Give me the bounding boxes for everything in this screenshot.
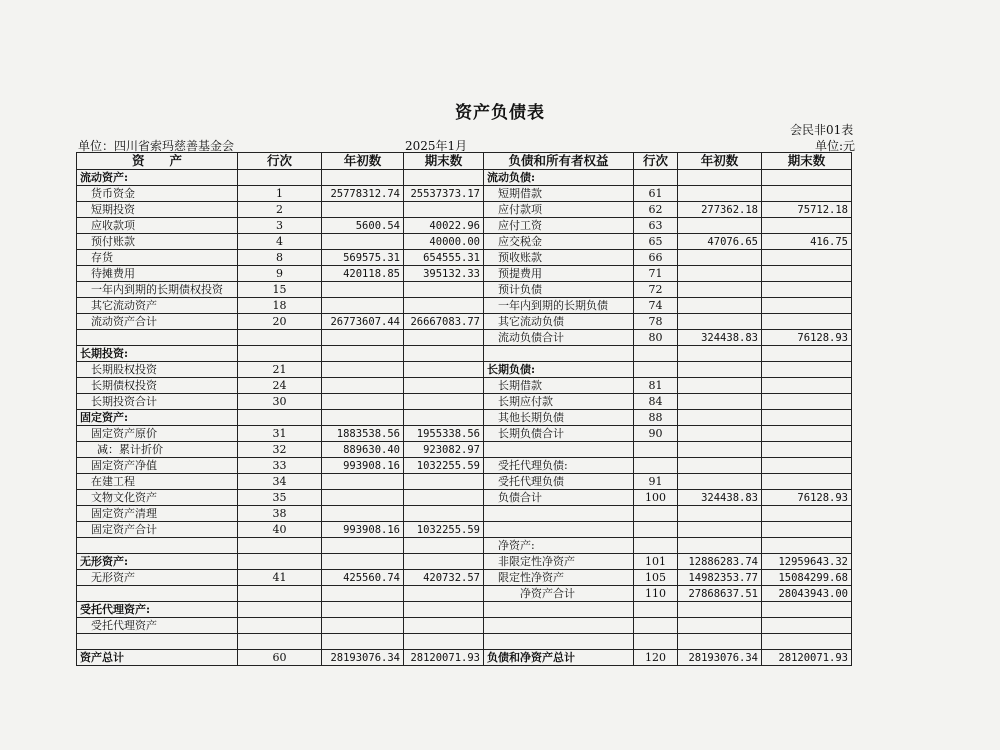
opening-balance: [678, 618, 762, 634]
line-number: [634, 522, 678, 538]
closing-balance: [762, 410, 852, 426]
closing-balance: [762, 250, 852, 266]
opening-balance: 324438.83: [678, 330, 762, 346]
closing-balance: 40022.96: [404, 218, 484, 234]
table-row: [77, 618, 852, 634]
opening-balance: 25778312.74: [322, 186, 404, 202]
line-number: [238, 554, 322, 570]
liability-item-label: [484, 602, 634, 618]
closing-balance: [404, 298, 484, 314]
closing-balance: 76128.93: [762, 490, 852, 506]
opening-balance: [678, 410, 762, 426]
closing-balance: 28120071.93: [404, 650, 484, 666]
opening-balance: 5600.54: [322, 218, 404, 234]
liability-item-label: 应付工资: [484, 218, 634, 234]
closing-balance: [762, 522, 852, 538]
closing-balance: [404, 586, 484, 602]
opening-balance: [322, 234, 404, 250]
report-title: 资产负债表: [455, 103, 545, 123]
opening-balance: [322, 330, 404, 346]
line-number: 74: [634, 298, 678, 314]
table-row: [77, 266, 852, 282]
line-number: 1: [238, 186, 322, 202]
table-row: [77, 490, 852, 506]
table-row: [77, 586, 852, 602]
opening-balance: [678, 634, 762, 650]
table-row: [77, 602, 852, 618]
liability-item-label: 净资产:: [484, 538, 634, 554]
closing-balance: 923082.97: [404, 442, 484, 458]
liability-item-label: [484, 634, 634, 650]
closing-balance: [762, 378, 852, 394]
closing-balance: 395132.33: [404, 266, 484, 282]
line-number: 60: [238, 650, 322, 666]
asset-item-label: [77, 330, 238, 346]
line-number: 80: [634, 330, 678, 346]
line-number: 72: [634, 282, 678, 298]
asset-item-label: 固定资产合计: [77, 522, 238, 538]
table-row: [77, 170, 852, 186]
closing-balance: [762, 394, 852, 410]
closing-balance: [762, 426, 852, 442]
asset-item-label: 固定资产净值: [77, 458, 238, 474]
line-number: 110: [634, 586, 678, 602]
liability-item-label: 应付款项: [484, 202, 634, 218]
asset-item-label: 其它流动资产: [77, 298, 238, 314]
line-number: 15: [238, 282, 322, 298]
opening-balance: [322, 538, 404, 554]
asset-item-label: 资产总计: [77, 650, 238, 666]
line-number: 91: [634, 474, 678, 490]
opening-balance: 420118.85: [322, 266, 404, 282]
liability-item-label: 受托代理负债: [484, 474, 634, 490]
line-number: 33: [238, 458, 322, 474]
opening-balance: 28193076.34: [322, 650, 404, 666]
liability-item-label: [484, 346, 634, 362]
line-number: 8: [238, 250, 322, 266]
line-number: 4: [238, 234, 322, 250]
table-row: [77, 522, 852, 538]
asset-item-label: 长期投资合计: [77, 394, 238, 410]
opening-balance: 1883538.56: [322, 426, 404, 442]
liability-item-label: 一年内到期的长期负债: [484, 298, 634, 314]
opening-balance: [678, 378, 762, 394]
asset-item-label: 受托代理资产:: [77, 602, 238, 618]
liability-item-label: 其他长期负债: [484, 410, 634, 426]
table-row: [77, 282, 852, 298]
opening-balance: [322, 346, 404, 362]
closing-balance: 75712.18: [762, 202, 852, 218]
liability-item-label: [484, 618, 634, 634]
asset-item-label: 在建工程: [77, 474, 238, 490]
liability-item-label: 受托代理负债:: [484, 458, 634, 474]
closing-balance: [762, 458, 852, 474]
closing-balance: [762, 474, 852, 490]
table-row: [77, 570, 852, 586]
asset-item-label: 文物文化资产: [77, 490, 238, 506]
opening-balance: 277362.18: [678, 202, 762, 218]
closing-balance: [762, 266, 852, 282]
form-number: 会民非01表: [790, 123, 854, 137]
line-number: [634, 442, 678, 458]
asset-item-label: 流动资产:: [77, 170, 238, 186]
asset-item-label: 固定资产清理: [77, 506, 238, 522]
opening-balance: [322, 394, 404, 410]
opening-balance: 569575.31: [322, 250, 404, 266]
closing-balance: 420732.57: [404, 570, 484, 586]
col-header-liabilities: 负债和所有者权益: [484, 153, 634, 170]
closing-balance: [762, 346, 852, 362]
closing-balance: 76128.93: [762, 330, 852, 346]
asset-item-label: 长期投资:: [77, 346, 238, 362]
asset-item-label: 应收款项: [77, 218, 238, 234]
opening-balance: 12886283.74: [678, 554, 762, 570]
line-number: [238, 346, 322, 362]
closing-balance: 25537373.17: [404, 186, 484, 202]
opening-balance: 993908.16: [322, 522, 404, 538]
line-number: 105: [634, 570, 678, 586]
line-number: 32: [238, 442, 322, 458]
opening-balance: [678, 266, 762, 282]
liability-item-label: 其它流动负债: [484, 314, 634, 330]
asset-item-label: 无形资产:: [77, 554, 238, 570]
opening-balance: [322, 202, 404, 218]
liability-item-label: [484, 522, 634, 538]
line-number: [634, 618, 678, 634]
line-number: 100: [634, 490, 678, 506]
line-number: 18: [238, 298, 322, 314]
closing-balance: [404, 282, 484, 298]
closing-balance: [762, 634, 852, 650]
asset-item-label: 存货: [77, 250, 238, 266]
line-number: 90: [634, 426, 678, 442]
closing-balance: [404, 602, 484, 618]
liability-item-label: 应交税金: [484, 234, 634, 250]
closing-balance: [762, 298, 852, 314]
opening-balance: [678, 538, 762, 554]
line-number: 3: [238, 218, 322, 234]
closing-balance: [404, 410, 484, 426]
opening-balance: [322, 586, 404, 602]
line-number: 30: [238, 394, 322, 410]
liability-item-label: 非限定性净资产: [484, 554, 634, 570]
opening-balance: [322, 490, 404, 506]
liability-item-label: 长期负债:: [484, 362, 634, 378]
opening-balance: [678, 458, 762, 474]
line-number: [634, 170, 678, 186]
line-number: 63: [634, 218, 678, 234]
closing-balance: [404, 362, 484, 378]
opening-balance: [678, 474, 762, 490]
line-number: 40: [238, 522, 322, 538]
opening-balance: 889630.40: [322, 442, 404, 458]
closing-balance: [762, 602, 852, 618]
line-number: 34: [238, 474, 322, 490]
closing-balance: [404, 634, 484, 650]
liability-item-label: [484, 506, 634, 522]
opening-balance: [678, 522, 762, 538]
closing-balance: [404, 490, 484, 506]
table-row: [77, 442, 852, 458]
table-row: [77, 202, 852, 218]
liability-item-label: 预计负债: [484, 282, 634, 298]
col-header-closing: 期末数: [404, 153, 484, 170]
table-row: [77, 426, 852, 442]
line-number: [238, 538, 322, 554]
closing-balance: 28043943.00: [762, 586, 852, 602]
asset-item-label: 固定资产原价: [77, 426, 238, 442]
closing-balance: [762, 218, 852, 234]
closing-balance: [404, 202, 484, 218]
asset-item-label: 长期股权投资: [77, 362, 238, 378]
asset-item-label: [77, 634, 238, 650]
opening-balance: 27868637.51: [678, 586, 762, 602]
opening-balance: [322, 618, 404, 634]
closing-balance: [762, 282, 852, 298]
table-row: [77, 330, 852, 346]
liability-item-label: 净资产合计: [484, 586, 634, 602]
liability-item-label: 流动负债:: [484, 170, 634, 186]
opening-balance: [322, 474, 404, 490]
line-number: [238, 618, 322, 634]
line-number: 66: [634, 250, 678, 266]
table-row: [77, 538, 852, 554]
opening-balance: [322, 554, 404, 570]
asset-item-label: 固定资产:: [77, 410, 238, 426]
closing-balance: [404, 346, 484, 362]
opening-balance: [322, 506, 404, 522]
asset-item-label: 流动资产合计: [77, 314, 238, 330]
line-number: [634, 362, 678, 378]
line-number: 84: [634, 394, 678, 410]
asset-item-label: 货币资金: [77, 186, 238, 202]
closing-balance: 12959643.32: [762, 554, 852, 570]
asset-item-label: 预付账款: [77, 234, 238, 250]
closing-balance: [762, 186, 852, 202]
closing-balance: [404, 394, 484, 410]
opening-balance: [678, 250, 762, 266]
liability-item-label: 限定性净资产: [484, 570, 634, 586]
opening-balance: [678, 282, 762, 298]
liability-item-label: [484, 442, 634, 458]
opening-balance: 47076.65: [678, 234, 762, 250]
opening-balance: 993908.16: [322, 458, 404, 474]
opening-balance: [678, 362, 762, 378]
line-number: [238, 602, 322, 618]
closing-balance: 1955338.56: [404, 426, 484, 442]
closing-balance: [404, 554, 484, 570]
line-number: 81: [634, 378, 678, 394]
line-number: 88: [634, 410, 678, 426]
table-row: [77, 186, 852, 202]
line-number: 9: [238, 266, 322, 282]
line-number: [238, 586, 322, 602]
line-number: 21: [238, 362, 322, 378]
opening-balance: [322, 634, 404, 650]
closing-balance: [762, 506, 852, 522]
liability-item-label: 长期负债合计: [484, 426, 634, 442]
table-header-row: [77, 153, 852, 170]
opening-balance: [678, 218, 762, 234]
balance-sheet-table: [76, 152, 852, 666]
opening-balance: [322, 282, 404, 298]
opening-balance: [322, 170, 404, 186]
line-number: [634, 602, 678, 618]
line-number: [634, 346, 678, 362]
closing-balance: 15084299.68: [762, 570, 852, 586]
line-number: [634, 538, 678, 554]
opening-balance: [678, 298, 762, 314]
liability-item-label: 预收账款: [484, 250, 634, 266]
asset-item-label: 无形资产: [77, 570, 238, 586]
opening-balance: [678, 442, 762, 458]
asset-item-label: 一年内到期的长期债权投资: [77, 282, 238, 298]
line-number: 38: [238, 506, 322, 522]
asset-item-label: 长期债权投资: [77, 378, 238, 394]
col-header-assets: 资 产: [77, 153, 238, 170]
line-number: [634, 458, 678, 474]
line-number: 24: [238, 378, 322, 394]
closing-balance: [404, 618, 484, 634]
opening-balance: [678, 602, 762, 618]
opening-balance: [678, 170, 762, 186]
line-number: 120: [634, 650, 678, 666]
currency-unit: 单位:元: [815, 139, 856, 153]
opening-balance: 26773607.44: [322, 314, 404, 330]
opening-balance: 425560.74: [322, 570, 404, 586]
opening-balance: [322, 602, 404, 618]
col-header-line-no: 行次: [238, 153, 322, 170]
closing-balance: [762, 538, 852, 554]
opening-balance: [322, 298, 404, 314]
line-number: 61: [634, 186, 678, 202]
closing-balance: [404, 170, 484, 186]
liability-item-label: 负债合计: [484, 490, 634, 506]
opening-balance: 14982353.77: [678, 570, 762, 586]
opening-balance: [678, 186, 762, 202]
opening-balance: [322, 410, 404, 426]
asset-item-label: [77, 538, 238, 554]
opening-balance: 324438.83: [678, 490, 762, 506]
asset-item-label: 减：累计折价: [77, 442, 238, 458]
closing-balance: [762, 362, 852, 378]
table-row: [77, 314, 852, 330]
line-number: 62: [634, 202, 678, 218]
opening-balance: 28193076.34: [678, 650, 762, 666]
asset-item-label: 短期投资: [77, 202, 238, 218]
closing-balance: [404, 378, 484, 394]
closing-balance: [762, 170, 852, 186]
col-header-opening-right: 年初数: [678, 153, 762, 170]
table-row: [77, 250, 852, 266]
table-row: [77, 650, 852, 666]
col-header-line-no-right: 行次: [634, 153, 678, 170]
closing-balance: 1032255.59: [404, 522, 484, 538]
closing-balance: [762, 442, 852, 458]
closing-balance: [404, 330, 484, 346]
line-number: [238, 634, 322, 650]
table-row: [77, 458, 852, 474]
opening-balance: [678, 346, 762, 362]
closing-balance: [404, 506, 484, 522]
table-row: [77, 554, 852, 570]
line-number: 71: [634, 266, 678, 282]
table-row: [77, 634, 852, 650]
line-number: 65: [634, 234, 678, 250]
reporting-entity: 单位：四川省索玛慈善基金会: [78, 139, 235, 153]
line-number: [238, 410, 322, 426]
table-row: [77, 474, 852, 490]
liability-item-label: 短期借款: [484, 186, 634, 202]
table-row: [77, 346, 852, 362]
line-number: 20: [238, 314, 322, 330]
asset-item-label: 受托代理资产: [77, 618, 238, 634]
line-number: 35: [238, 490, 322, 506]
closing-balance: [404, 538, 484, 554]
opening-balance: [678, 506, 762, 522]
line-number: [238, 330, 322, 346]
table-row: [77, 394, 852, 410]
liability-item-label: 负债和净资产总计: [484, 650, 634, 666]
opening-balance: [678, 426, 762, 442]
opening-balance: [678, 394, 762, 410]
table-row: [77, 218, 852, 234]
closing-balance: 28120071.93: [762, 650, 852, 666]
closing-balance: 40000.00: [404, 234, 484, 250]
asset-item-label: 待摊费用: [77, 266, 238, 282]
asset-item-label: [77, 586, 238, 602]
line-number: 41: [238, 570, 322, 586]
table-row: [77, 234, 852, 250]
closing-balance: 1032255.59: [404, 458, 484, 474]
opening-balance: [322, 362, 404, 378]
report-period: 2025年1月: [405, 139, 468, 153]
opening-balance: [678, 314, 762, 330]
closing-balance: [404, 474, 484, 490]
liability-item-label: 流动负债合计: [484, 330, 634, 346]
line-number: [634, 506, 678, 522]
line-number: [634, 634, 678, 650]
liability-item-label: 预提费用: [484, 266, 634, 282]
closing-balance: 416.75: [762, 234, 852, 250]
line-number: 78: [634, 314, 678, 330]
closing-balance: 26667083.77: [404, 314, 484, 330]
closing-balance: [762, 314, 852, 330]
opening-balance: [322, 378, 404, 394]
line-number: 31: [238, 426, 322, 442]
line-number: 101: [634, 554, 678, 570]
line-number: [238, 170, 322, 186]
table-row: [77, 410, 852, 426]
closing-balance: [762, 618, 852, 634]
liability-item-label: 长期借款: [484, 378, 634, 394]
liability-item-label: 长期应付款: [484, 394, 634, 410]
table-row: [77, 298, 852, 314]
col-header-opening: 年初数: [322, 153, 404, 170]
table-row: [77, 362, 852, 378]
table-row: [77, 506, 852, 522]
col-header-closing-right: 期末数: [762, 153, 852, 170]
table-row: [77, 378, 852, 394]
line-number: 2: [238, 202, 322, 218]
closing-balance: 654555.31: [404, 250, 484, 266]
